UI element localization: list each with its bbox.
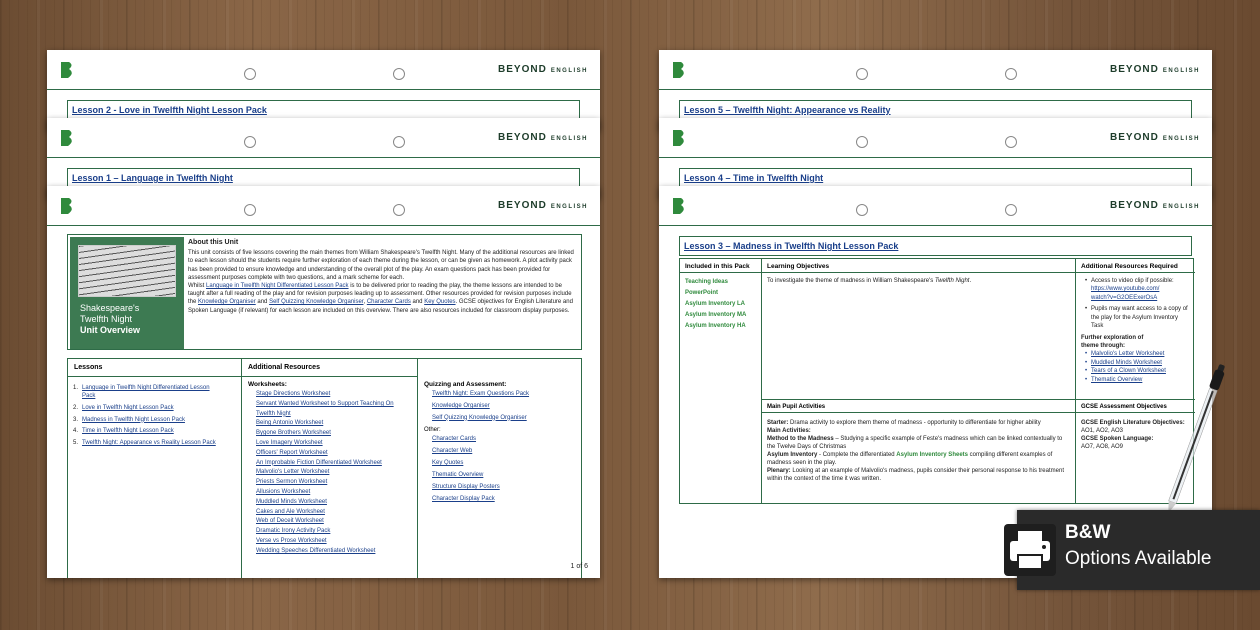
other-list	[418, 433, 583, 505]
worksheets-list	[242, 390, 417, 557]
link-character-cards[interactable]: Character Cards	[366, 299, 411, 306]
worksheets-heading: Worksheets:	[248, 381, 287, 388]
link-language-pack[interactable]: Language in Twelfth Night Differentiated Lesson Pack	[206, 283, 349, 290]
included-heading: Included in this Pack	[680, 259, 761, 273]
objectives-heading: Learning Objectives	[762, 259, 1075, 273]
page-header	[47, 118, 600, 158]
list-item[interactable]: Teaching Ideas	[685, 279, 728, 285]
badge-subtitle: Options Available	[1065, 548, 1212, 569]
about-unit	[188, 239, 577, 315]
list-item[interactable]: • Priests Sermon Worksheet	[256, 478, 413, 488]
list-item[interactable]: • Twelfth Night: Exam Questions Pack	[432, 390, 579, 400]
list-item[interactable]: 4. Time in Twelfth Night Lesson Pack	[73, 428, 174, 435]
brand-wordmark: BEYOND ENGLISH	[498, 132, 588, 143]
activities-heading: Main Pupil Activities	[762, 399, 1075, 413]
list-item[interactable]: • Dramatic Irony Activity Pack	[256, 527, 413, 537]
page-header	[659, 186, 1212, 226]
further-heading: Further exploration of	[1081, 335, 1144, 342]
lessons-heading: Lessons	[68, 359, 241, 377]
badge-title: B&W	[1065, 522, 1111, 543]
unit-overview-box	[67, 234, 582, 350]
resources-grid	[67, 358, 582, 578]
list-item[interactable]: • Character Web	[432, 445, 579, 457]
list-item: • Pupils may want access to a copy of the play for the Asylum Inventory Task	[1091, 305, 1190, 330]
list-item[interactable]: • Knowledge Organiser	[432, 402, 579, 412]
beyond-logo-icon	[59, 128, 75, 148]
list-item[interactable]: 1. Language in Twelfth Night Differentiated Lesson	[73, 385, 210, 391]
list-item[interactable]: 3. Madness in Twelfth Night Lesson Pack	[73, 416, 185, 423]
punch-hole	[244, 68, 256, 80]
list-item[interactable]: • Twelfth Night	[256, 410, 413, 420]
punch-hole	[1005, 136, 1017, 148]
video-link[interactable]: https://www.youtube.com/	[1091, 286, 1160, 293]
list-item[interactable]: • Muddled Minds Worksheet	[256, 498, 413, 508]
about-heading: About this Unit	[188, 239, 239, 246]
included-column	[680, 259, 762, 503]
brand-wordmark: BEYOND ENGLISH	[1110, 132, 1200, 143]
punch-hole	[393, 204, 405, 216]
list-item[interactable]: 2. Love in Twelfth Night Lesson Pack	[73, 404, 174, 411]
link-knowledge-organiser[interactable]: Knowledge Organiser	[198, 299, 256, 306]
about-paragraph-2: Whilst Language in Twelfth Night Differentiated Lesson Pack is to be delivered prior to reading the play, the theme lessons are intended to be taught after a full reading of the play and for revision purposes leading up to assessment. Other resources provided for revision purposes include the Knowledge Organiser and Self Quizzing Knowledge Organiser, Character Cards and Key Quotes. GCSE objectives for English Literature and Spoken Language (if relevant) for each lesson are included on this overview. There are also resources included for classroom display purposes.	[188, 283, 573, 314]
list-item[interactable]: Asylum Inventory HA	[685, 323, 746, 329]
worksheets-column	[242, 359, 418, 578]
list-item[interactable]: • Structure Display Posters	[432, 481, 579, 493]
quizzing-list	[418, 390, 583, 423]
link-self-quizzing[interactable]: Self Quizzing Knowledge Organiser	[269, 299, 364, 306]
punch-hole	[1005, 68, 1017, 80]
list-item[interactable]: • Character Display Pack	[432, 493, 579, 505]
empty-head	[418, 359, 583, 377]
list-item[interactable]: • An Improbable Fiction Differentiated Worksheet	[256, 459, 413, 469]
punch-hole	[856, 136, 868, 148]
lesson-title[interactable]: Lesson 4 – Time in Twelfth Night	[679, 168, 1192, 188]
lesson-plan-table	[679, 258, 1194, 504]
page-header	[47, 186, 600, 226]
list-item[interactable]: • Malvolio's Letter Worksheet	[256, 468, 413, 478]
list-item[interactable]: • Stage Directions Worksheet	[256, 390, 413, 400]
beyond-logo-icon	[59, 196, 75, 216]
cover-image	[70, 237, 184, 349]
gcse-heading: GCSE Assessment Objectives	[1076, 399, 1195, 413]
video-link[interactable]: watch?v=G2OEExerOsA	[1091, 294, 1158, 301]
list-item[interactable]: • Love Imagery Worksheet	[256, 439, 413, 449]
list-item[interactable]: PowerPoint	[685, 290, 719, 296]
brand-wordmark: BEYOND ENGLISH	[1110, 64, 1200, 75]
lesson-title[interactable]: Lesson 2 - Love in Twelfth Night Lesson Pack	[67, 100, 580, 120]
list-item[interactable]: • Key Quotes	[432, 457, 579, 469]
brand-wordmark: BEYOND ENGLISH	[498, 64, 588, 75]
list-item[interactable]: • Being Antonio Worksheet	[256, 419, 413, 429]
cover-title: Shakespeare's Twelfth Night Unit Overview	[80, 303, 141, 335]
beyond-logo-icon	[671, 196, 687, 216]
punch-hole	[244, 136, 256, 148]
list-item[interactable]: • Self Quizzing Knowledge Organiser	[432, 414, 579, 424]
about-paragraph-1: This unit consists of five lessons covering the main themes from William Shakespeare's Twelfth Night. Many of the additional resources are linked to each lesson should the students require further exploration of each theme during the lesson, or can be given as homework. A plot activity pack has been provided to ensure knowledge and understanding of the overall plot of the play. An exam questions pack has been provided for assessment purposes complete with two questions, and a mark scheme for each.	[188, 250, 574, 281]
lesson-title[interactable]: Lesson 5 – Twelfth Night: Appearance vs Reality	[679, 100, 1192, 120]
list-item[interactable]: • Servant Wanted Worksheet to Support Teaching On	[256, 400, 413, 410]
additional-resources-heading: Additional Resources	[242, 359, 417, 377]
brand-wordmark: BEYOND ENGLISH	[1110, 200, 1200, 211]
quizzing-column	[418, 359, 583, 578]
list-item[interactable]: • Thematic Overview	[1091, 376, 1190, 384]
page-number: 1 of 6	[570, 563, 588, 570]
other-heading: Other:	[424, 427, 441, 434]
list-item[interactable]: Pack	[82, 392, 96, 399]
list-item: • Access to video clip if possible: https://www.youtube.com/ watch?v=G2OEExerOsA	[1091, 277, 1190, 302]
lessons-column	[68, 359, 242, 578]
beyond-logo-icon	[59, 60, 75, 80]
list-item[interactable]: • Bygone Brothers Worksheet	[256, 429, 413, 439]
objective-text: To investigate the theme of madness in William Shakespeare's Twelfth Night.	[767, 278, 972, 284]
lesson-title[interactable]: Lesson 1 – Language in Twelfth Night	[67, 168, 580, 188]
page-header	[659, 50, 1212, 90]
list-item[interactable]: • Character Cards	[432, 433, 579, 445]
resources-heading: Additional Resources Required	[1076, 259, 1195, 273]
punch-hole	[393, 136, 405, 148]
brand-wordmark: BEYOND ENGLISH	[498, 200, 588, 211]
list-item[interactable]: • Cakes and Ale Worksheet	[256, 508, 413, 518]
included-list	[680, 273, 761, 336]
printer-icon	[1004, 524, 1056, 576]
gcse-objectives: GCSE English Literature Objectives: AO1, AO2, AO3 GCSE Spoken Language: AO7, AO8, AO9	[1081, 420, 1185, 450]
objectives-column	[762, 259, 1076, 503]
list-item[interactable]: 5. Twelfth Night: Appearance vs Reality Lesson Pack	[73, 440, 216, 447]
activities-text: Starter: Drama activity to explore them theme of madness - opportunity to differentiate for higher ability Main Activities: Method to the Madness – Studying a specific example of Feste's madness which can be linked contextually to the Twelve Days of Christmas Asylum Inventory - Complete the differentiated Asylum Inventory Sheets compiling different examples of madness seen in the play. Plenary: Looking at an example of Malvolio's madness, pupils consider their personal response to his treatment within the context of the time it was written.	[767, 420, 1064, 482]
lesson-title[interactable]: Lesson 3 – Madness in Twelfth Night Lesson Pack	[679, 236, 1192, 256]
beyond-logo-icon	[671, 60, 687, 80]
further-heading-2: theme through:	[1081, 343, 1125, 350]
link-key-quotes[interactable]: Key Quotes	[424, 299, 456, 306]
page-unit-overview	[47, 186, 600, 578]
punch-hole	[856, 68, 868, 80]
list-item[interactable]: • Allusions Worksheet	[256, 488, 413, 498]
punch-hole	[393, 68, 405, 80]
list-item[interactable]: • Malvolio's Letter Worksheet	[1091, 350, 1190, 358]
manuscript-image	[78, 245, 176, 297]
page-header	[47, 50, 600, 90]
list-item[interactable]: Asylum Inventory MA	[685, 312, 747, 318]
list-item[interactable]: • Muddled Minds Worksheet	[1091, 359, 1190, 367]
list-item[interactable]: • Verse vs Prose Worksheet	[256, 537, 413, 547]
quizzing-heading: Quizzing and Assessment:	[424, 381, 507, 388]
punch-hole	[856, 204, 868, 216]
asylum-sheets-link[interactable]: Asylum Inventory Sheets	[896, 452, 968, 458]
resources-content	[1076, 273, 1195, 388]
list-item[interactable]: • Thematic Overview	[432, 469, 579, 481]
list-item[interactable]: • Officers' Report Worksheet	[256, 449, 413, 459]
lessons-list	[68, 377, 241, 450]
punch-hole	[1005, 204, 1017, 216]
list-item[interactable]: • Tears of a Clown Worksheet	[1091, 367, 1190, 375]
punch-hole	[244, 204, 256, 216]
list-item[interactable]: • Wedding Speeches Differentiated Worksheet	[256, 547, 413, 557]
page-header	[659, 118, 1212, 158]
beyond-logo-icon	[671, 128, 687, 148]
list-item[interactable]: • Web of Deceit Worksheet	[256, 517, 413, 527]
list-item[interactable]: Asylum Inventory LA	[685, 301, 746, 307]
